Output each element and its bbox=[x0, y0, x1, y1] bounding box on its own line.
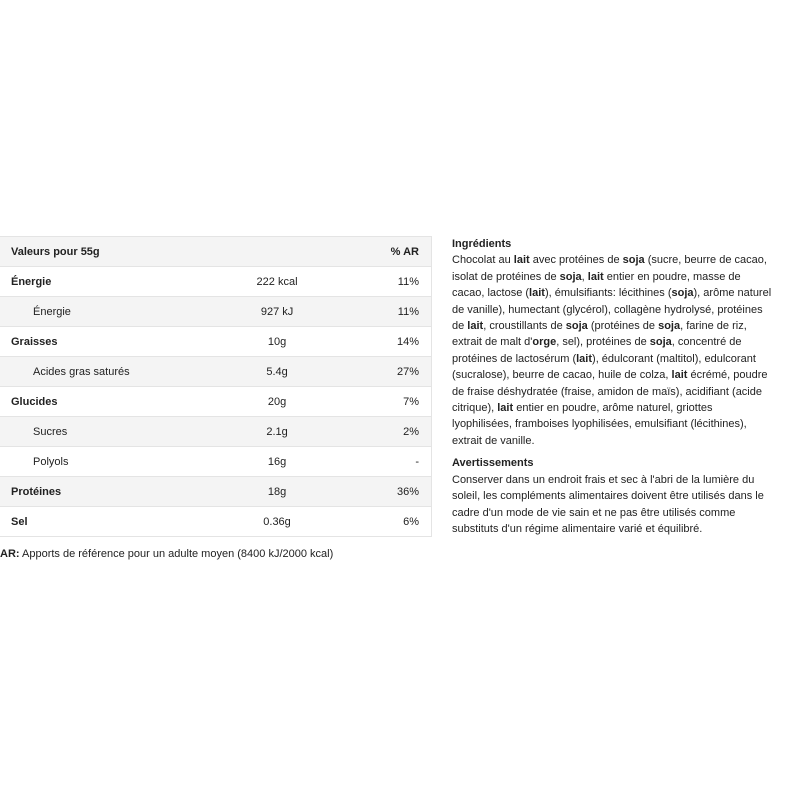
warnings-title: Avertissements bbox=[452, 457, 534, 470]
ingredient-text: entier en poudre, masse de cacao, lactose ( bbox=[452, 270, 741, 300]
table-row bbox=[0, 267, 432, 297]
table-row bbox=[0, 327, 432, 357]
ingredient-text: (protéines de bbox=[587, 320, 659, 333]
row-ar: - bbox=[328, 447, 432, 477]
ar-footnote bbox=[0, 548, 333, 560]
ingredient-text: (sucre, beurre de cacao, isolat de protéines de bbox=[452, 254, 767, 283]
ingredient-text: ), émulsifiants: lécithines ( bbox=[544, 287, 672, 300]
ingredient-text: avec protéines de bbox=[529, 254, 623, 267]
allergen-text: lait bbox=[497, 402, 514, 415]
row-name: Énergie bbox=[0, 297, 226, 327]
row-name: Graisses bbox=[0, 327, 226, 357]
ingredient-text: , bbox=[581, 270, 588, 283]
row-name: Protéines bbox=[0, 477, 226, 507]
ingredient-text: entier en poudre, arôme naturel, griottes lyophilisées, framboises lyophilisées, emulsifiant (lécithines), extrait de vanille. bbox=[452, 402, 747, 447]
row-amount: 18g bbox=[226, 477, 328, 507]
row-ar: 14% bbox=[328, 327, 432, 357]
allergen-text: lait bbox=[513, 254, 530, 267]
row-amount: 2.1g bbox=[226, 417, 328, 447]
table-row bbox=[0, 477, 432, 507]
header-amount bbox=[226, 237, 328, 267]
row-amount: 16g bbox=[226, 447, 328, 477]
allergen-text: lait bbox=[529, 287, 545, 300]
ingredient-text: Chocolat au bbox=[452, 254, 514, 267]
allergen-text: lait bbox=[587, 270, 604, 283]
allergen-text: lait bbox=[576, 352, 593, 365]
header-label: Valeurs pour 55g bbox=[0, 237, 226, 267]
allergen-text: soja bbox=[622, 254, 645, 267]
row-ar: 2% bbox=[328, 417, 432, 447]
row-ar: 27% bbox=[328, 357, 432, 387]
ingredient-text: ), édulcorant (maltitol), edulcorant (sucralose), beurre de cacao, huile de colza, bbox=[452, 352, 756, 382]
footnote-text: Apports de référence pour un adulte moyen (8400 kJ/2000 kcal) bbox=[19, 548, 334, 560]
allergen-text: soja bbox=[649, 336, 672, 349]
table-header-row bbox=[0, 237, 432, 267]
ingredients-text bbox=[452, 252, 772, 449]
table-row bbox=[0, 507, 432, 537]
row-amount: 222 kcal bbox=[226, 267, 328, 297]
ingredient-text: , concentré de protéines de lactosérum ( bbox=[452, 336, 742, 365]
allergen-text: lait bbox=[467, 320, 484, 333]
table-row bbox=[0, 387, 432, 417]
row-name: Énergie bbox=[0, 267, 226, 297]
row-ar: 11% bbox=[328, 297, 432, 327]
table-row bbox=[0, 417, 432, 447]
ingredients-title: Ingrédients bbox=[452, 238, 512, 250]
header-ar-label: % AR bbox=[328, 237, 432, 267]
row-name: Glucides bbox=[0, 387, 226, 417]
row-amount: 927 kJ bbox=[226, 297, 328, 327]
product-info bbox=[452, 236, 772, 537]
row-name: Sucres bbox=[0, 417, 226, 447]
warnings-text: Conserver dans un endroit frais et sec à l'abri de la lumière du soleil, les compléments alimentaires doivent être utilisés dans le cadre d'un mode de vie sain et ne pas être utilisés comme substituts d'un régime alimentaire varié et équilibré. bbox=[452, 473, 764, 535]
ingredient-text: écrémé, poudre de fraise déshydratée (fraise, amidon de maïs), acidifiant (acide citrique), bbox=[452, 369, 768, 415]
table-row bbox=[0, 297, 432, 327]
row-amount: 5.4g bbox=[226, 357, 328, 387]
allergen-text: soja bbox=[671, 287, 694, 300]
row-ar: 7% bbox=[328, 387, 432, 417]
row-ar: 11% bbox=[328, 267, 432, 297]
row-amount: 20g bbox=[226, 387, 328, 417]
allergen-text: soja bbox=[559, 270, 582, 283]
ingredient-text: , croustillants de bbox=[483, 320, 566, 333]
ingredient-text: , sel), protéines de bbox=[556, 336, 650, 349]
row-ar: 36% bbox=[328, 477, 432, 507]
row-name: Polyols bbox=[0, 447, 226, 477]
allergen-text: orge bbox=[532, 336, 557, 349]
row-name: Acides gras saturés bbox=[0, 357, 226, 387]
row-amount: 10g bbox=[226, 327, 328, 357]
allergen-text: lait bbox=[671, 369, 688, 382]
row-amount: 0.36g bbox=[226, 507, 328, 537]
ingredient-text: ), arôme naturel de vanille), humectant (glycérol), collagène hydrolysé, protéines de bbox=[452, 287, 772, 333]
allergen-text: soja bbox=[658, 320, 681, 333]
row-name: Sel bbox=[0, 507, 226, 537]
nutrition-table bbox=[0, 236, 432, 537]
row-ar: 6% bbox=[328, 507, 432, 537]
table-row bbox=[0, 447, 432, 477]
ingredient-text: , farine de riz, extrait de malt d' bbox=[452, 320, 747, 349]
allergen-text: soja bbox=[565, 320, 588, 333]
footnote-label: AR: bbox=[0, 548, 20, 560]
table-row bbox=[0, 357, 432, 387]
